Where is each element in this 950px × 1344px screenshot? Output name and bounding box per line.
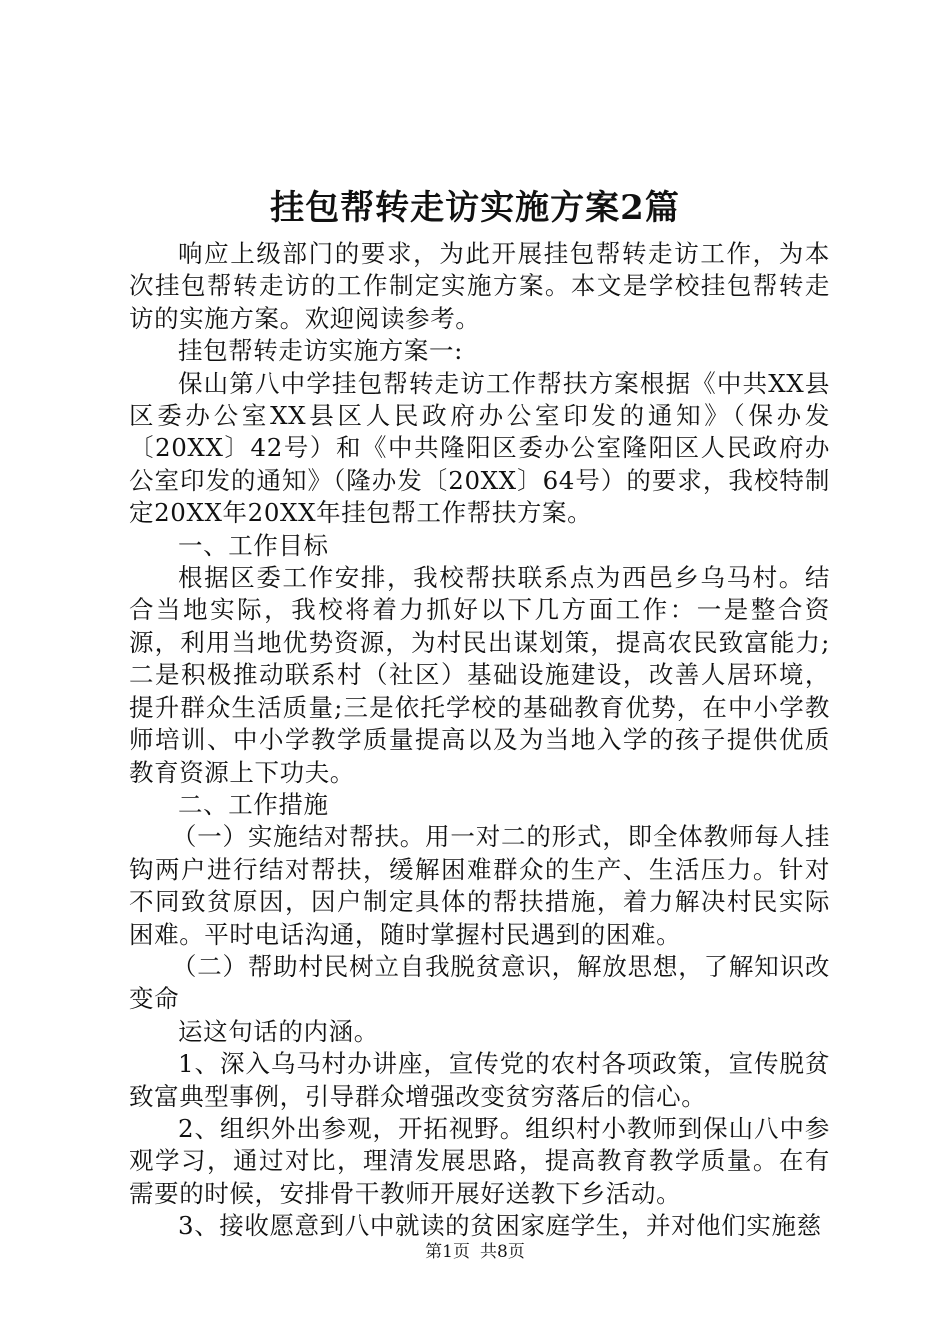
paragraph-plan-basis: 保山第八中学挂包帮转走访工作帮扶方案根据《中共XX县区委办公室XX县区人民政府办公室印发的通知》（保办发〔20XX〕42号）和《中共隆阳区委办公室隆阳区人民政府办公室印发的通知》（隆办发〔20XX〕64号）的要求，我校特制定20XX年20XX年挂包帮工作帮扶方案。 xyxy=(129,368,830,528)
document-title: 挂包帮转走访实施方案2篇 xyxy=(270,188,680,228)
page-number: 第1页 xyxy=(425,1242,470,1262)
paragraph-item-three: 3、接收愿意到八中就读的贫困家庭学生，并对他们实施慈 xyxy=(178,1211,822,1241)
document-body xyxy=(129,238,830,1243)
section-heading-goals: 一、工作目标 xyxy=(178,530,329,560)
paragraph-measure-one: （一）实施结对帮扶。用一对二的形式，即全体教师每人挂钩两户进行结对帮扶，缓解困难群众的生产、生活压力。针对不同致贫原因，因户制定具体的帮扶措施，着力解决村民实际困难。平时电话沟通，随时掌握村民遇到的困难。 xyxy=(129,822,830,949)
page-footer xyxy=(0,1240,950,1264)
paragraph-item-one: 1、深入乌马村办讲座，宣传党的农村各项政策，宣传脱贫致富典型事例，引导群众增强改变贫穷落后的信心。 xyxy=(129,1049,830,1111)
paragraph-intro: 响应上级部门的要求，为此开展挂包帮转走访工作，为本次挂包帮转走访的工作制定实施方案。本文是学校挂包帮转走访的实施方案。欢迎阅读参考。 xyxy=(129,239,830,333)
paragraph-measure-two: （二）帮助村民树立自我脱贫意识，解放思想，了解知识改变命 xyxy=(129,951,830,1014)
section-heading-measures: 二、工作措施 xyxy=(178,789,329,819)
paragraph-goals: 根据区委工作安排，我校帮扶联系点为西邑乡乌马村。结合当地实际，我校将着力抓好以下几方面工作：一是整合资源，利用当地优势资源，为村民出谋划策，提高农民致富能力;二是积极推动联系村（社区）基础设施建设，改善人居环境，提升群众生活质量;三是依托学校的基础教育优势，在中小学教师培训、中小学教学质量提高以及为当地入学的孩子提供优质教育资源上下功夫。 xyxy=(129,563,830,787)
paragraph-item-two: 2、组织外出参观，开拓视野。组织村小教师到保山八中参观学习，通过对比，理清发展思路，提高教育教学质量。在有需要的时候，安排骨干教师开展好送教下乡活动。 xyxy=(129,1113,830,1208)
paragraph-plan-one-heading: 挂包帮转走访实施方案一: xyxy=(178,336,463,366)
paragraph-measure-two-continued: 运这句话的内涵。 xyxy=(178,1016,379,1046)
page-total: 共8页 xyxy=(480,1242,525,1262)
